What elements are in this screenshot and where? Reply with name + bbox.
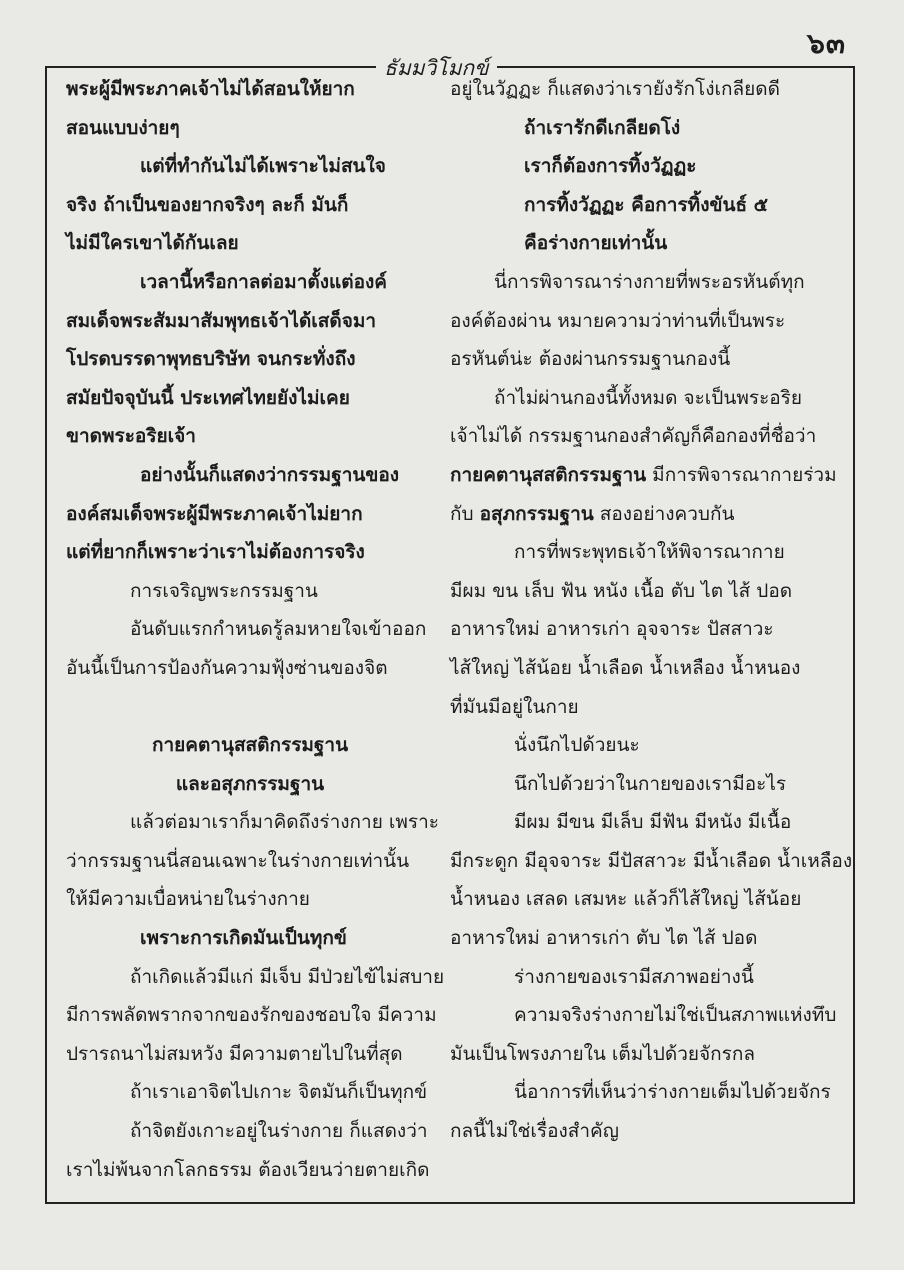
- paragraph-line: องค์ต้องผ่าน หมายความว่าท่านที่เป็นพระ: [450, 309, 786, 332]
- running-title: ธัมมวิโมกข์: [376, 52, 497, 85]
- paragraph-line: อาหารใหม่ อาหารเก่า อุจจาระ ปัสสาวะ: [450, 618, 774, 641]
- paragraph-line: อาหารใหม่ อาหารเก่า ตับ ไต ไส้ ปอด: [450, 927, 758, 950]
- paragraph-line: นี่อาการที่เห็นว่าร่างกายเต็มไปด้วยจักร: [514, 1081, 831, 1104]
- paragraph-line: มีผม มีขน มีเล็บ มีฟัน มีหนัง มีเนื้อ: [514, 811, 792, 834]
- paragraph-line: การทิ้งวัฏฏะ คือการทิ้งขันธ์ ๕: [524, 193, 769, 216]
- paragraph-line: ถ้าเราเอาจิตไปเกาะ จิตมันก็เป็นทุกข์: [130, 1081, 428, 1104]
- paragraph-line: ถ้าเรารักดีเกลียดโง่: [524, 116, 681, 139]
- paragraph-line: อรหันต์น่ะ ต้องผ่านกรรมฐานกองนี้: [450, 348, 731, 371]
- paragraph-line: สมัยปัจจุบันนี้ ประเทศไทยยังไม่เคย: [66, 386, 350, 409]
- paragraph-line: ถ้าไม่ผ่านกองนี้ทั้งหมด จะเป็นพระอริย: [494, 386, 803, 409]
- line-tail: สองอย่างควบกัน: [593, 502, 735, 525]
- paragraph-line: ที่มันมีอยู่ในกาย: [450, 695, 579, 718]
- paragraph-line: พระผู้มีพระภาคเจ้าไม่ได้สอนให้ยาก: [66, 78, 355, 100]
- paragraph-line: ปรารถนาไม่สมหวัง มีความตายไปในที่สุด: [66, 1042, 403, 1065]
- page-number: ๖๓: [807, 27, 846, 60]
- blank-line: [66, 688, 434, 727]
- paragraph-line: มันเป็นโพรงภายใน เต็มไปด้วยจักรกล: [450, 1042, 756, 1065]
- paragraph-line: นั่งนึกไปด้วยนะ: [514, 734, 640, 757]
- paragraph-line: เราก็ต้องการทิ้งวัฏฏะ: [524, 155, 697, 178]
- paragraph-line: แต่ที่ยากก็เพราะว่าเราไม่ต้องการจริง: [66, 541, 365, 564]
- paragraph-line: เวลานี้หรือกาลต่อมาตั้งแต่องค์: [140, 270, 387, 293]
- paragraph-line: นึกไปด้วยว่าในกายของเรามีอะไร: [514, 772, 787, 795]
- paragraph-line: ไส้ใหญ่ ไส้น้อย น้ำเลือด น้ำเหลือง น้ำหนอง: [450, 656, 801, 679]
- paragraph-line: ถ้าจิตยังเกาะอยู่ในร่างกาย ก็แสดงว่า: [130, 1120, 428, 1143]
- paragraph-line: มีกระดูก มีอุจจาระ มีปัสสาวะ มีน้ำเลือด น้ำเหลือง: [450, 849, 853, 872]
- paragraph-line: เจ้าไม่ได้ กรรมฐานกองสำคัญก็คือกองที่ชื่อว่า: [450, 425, 817, 448]
- subheading-line: เพราะการเกิดมันเป็นทุกข์: [140, 927, 347, 950]
- paragraph-line: โปรดบรรดาพุทธบริษัท จนกระทั่งถึง: [66, 348, 356, 371]
- paragraph-line: องค์สมเด็จพระผู้มีพระภาคเจ้าไม่ยาก: [66, 502, 363, 525]
- paragraph-line: จริง ถ้าเป็นของยากจริงๆ ละก็ มันก็: [66, 193, 349, 216]
- paragraph-line: แต่ที่ทำกันไม่ได้เพราะไม่สนใจ: [140, 155, 386, 178]
- section-heading: และอสุภกรรมฐาน: [175, 772, 325, 795]
- paragraph-line: อย่างนั้นก็แสดงว่ากรรมฐานของ: [140, 463, 400, 486]
- paragraph-line: อยู่ในวัฏฏะ ก็แสดงว่าเรายังรักโง่เกลียดดี: [450, 78, 780, 100]
- line-head: กับ: [450, 502, 480, 525]
- paragraph-line: แล้วต่อมาเราก็มาคิดถึงร่างกาย เพราะ: [130, 811, 439, 834]
- paragraph-line: ให้มีความเบื่อหน่ายในร่างกาย: [66, 888, 310, 911]
- paragraph-line: นี่การพิจารณาร่างกายที่พระอรหันต์ทุก: [494, 270, 805, 293]
- paragraph-line: มีการพลัดพรากจากของรักของชอบใจ มีความ: [66, 1004, 437, 1027]
- paragraph-line: เราไม่พ้นจากโลกธรรม ต้องเวียนว่ายตายเกิด: [66, 1158, 430, 1181]
- paragraph-line: คือร่างกายเท่านั้น: [524, 232, 668, 255]
- paragraph-line: [450, 456, 837, 495]
- paragraph-line: การที่พระพุทธเจ้าให้พิจารณากาย: [514, 541, 785, 564]
- paragraph-line: ขาดพระอริยเจ้า: [66, 425, 196, 448]
- paragraph-line: ร่างกายของเรามีสภาพอย่างนี้: [514, 965, 754, 988]
- paragraph-line: น้ำหนอง เสลด เสมหะ แล้วก็ไส้ใหญ่ ไส้น้อย: [450, 888, 802, 911]
- term-asubha: อสุภกรรมฐาน: [479, 502, 594, 525]
- paragraph-line: สมเด็จพระสัมมาสัมพุทธเจ้าได้เสด็จมา: [66, 309, 377, 332]
- paragraph-line: กลนี้ไม่ใช่เรื่องสำคัญ: [450, 1120, 619, 1143]
- paragraph-line: สอนแบบง่ายๆ: [66, 116, 180, 139]
- paragraph-line: อันนี้เป็นการป้องกันความฟุ้งซ่านของจิต: [66, 656, 388, 679]
- right-text-column: [450, 70, 853, 1151]
- paragraph-line: ไม่มีใครเขาได้กันเลย: [66, 232, 239, 255]
- paragraph-line: การเจริญพระกรรมฐาน: [130, 579, 318, 602]
- left-text-column: [66, 70, 445, 1189]
- paragraph-line: ถ้าเกิดแล้วมีแก่ มีเจ็บ มีป่วยไข้ไม่สบาย: [130, 965, 445, 988]
- paragraph-line: มีผม ขน เล็บ ฟัน หนัง เนื้อ ตับ ไต ไส้ ปอด: [450, 579, 793, 602]
- paragraph-line: ความจริงร่างกายไม่ใช่เป็นสภาพแห่งทึบ: [514, 1004, 837, 1027]
- line-tail: มีการพิจารณากายร่วม: [646, 463, 837, 486]
- paragraph-line: ว่ากรรมฐานนี่สอนเฉพาะในร่างกายเท่านั้น: [66, 849, 410, 872]
- paragraph-line: อันดับแรกกำหนดรู้ลมหายใจเข้าออก: [130, 618, 427, 641]
- paragraph-line: [450, 495, 824, 534]
- section-heading: กายคตานุสสติกรรมฐาน: [151, 734, 349, 757]
- term-kayagatasati: กายคตานุสสติกรรมฐาน: [450, 463, 647, 486]
